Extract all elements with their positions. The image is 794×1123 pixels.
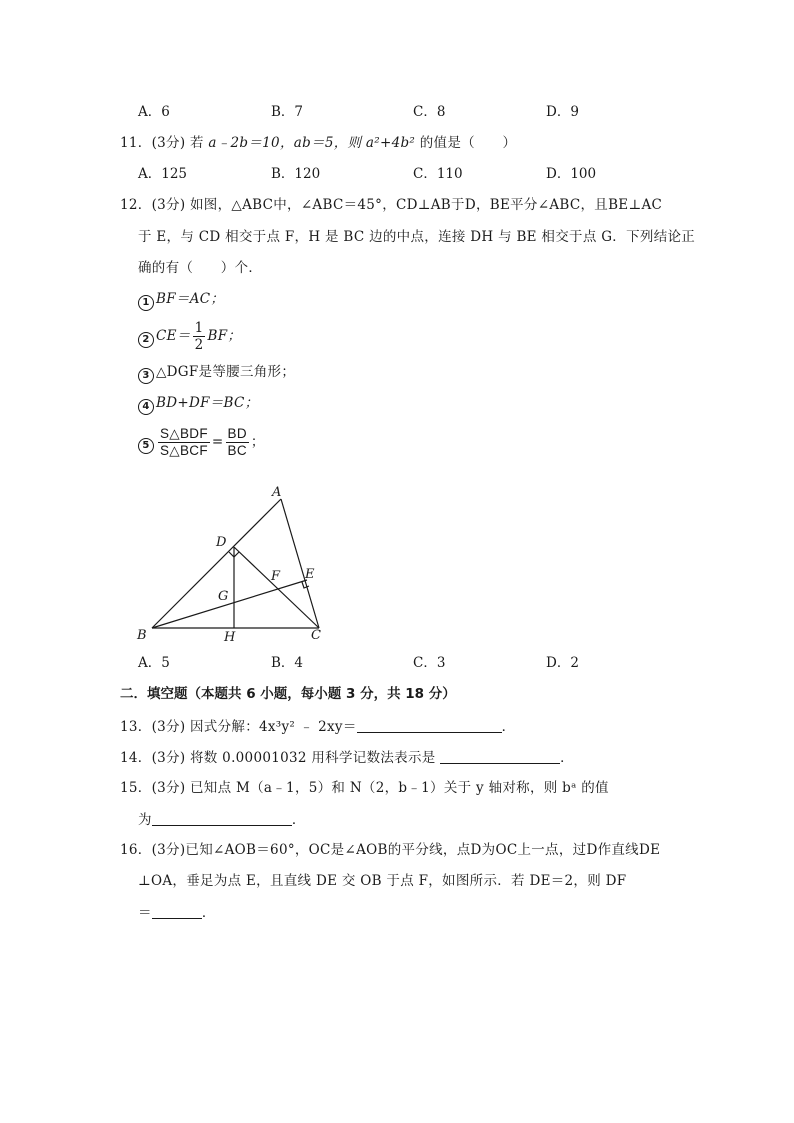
q13-answer-blank[interactable] bbox=[357, 720, 502, 733]
label-c: C bbox=[311, 628, 321, 643]
q11-expr: a﹣2b＝10，ab＝5，则 bbox=[208, 135, 362, 151]
q15-answer-blank[interactable] bbox=[152, 813, 292, 826]
q13-text: 13．(3分) 因式分解：4x³y² ﹣ 2xy＝ bbox=[120, 719, 357, 735]
q15-line-1: 15．(3分) 已知点 M（a﹣1，5）和 N（2，b﹣1）关于 y 轴对称，则 bᵃ 的值 bbox=[120, 780, 609, 796]
q10-option-a[interactable]: A．6 bbox=[138, 104, 170, 120]
q10-option-d[interactable]: D．9 bbox=[546, 104, 579, 120]
q11-prefix: 11．(3分) 若 bbox=[120, 135, 204, 151]
circled-number-3: 3 bbox=[138, 368, 154, 384]
q15-line-2-pre: 为 bbox=[138, 812, 152, 828]
q11-question bbox=[120, 137, 516, 151]
q13-question bbox=[120, 720, 515, 735]
label-b: B bbox=[137, 628, 147, 643]
q11-option-b[interactable]: B．120 bbox=[271, 166, 321, 182]
q12-statement-3 bbox=[138, 366, 295, 384]
q13-end: ． bbox=[501, 719, 516, 735]
q12-statement-3-text: △DGF是等腰三角形； bbox=[156, 364, 296, 380]
q16-end: ． bbox=[201, 905, 216, 921]
label-f: F bbox=[271, 569, 281, 584]
q14-text: 14．(3分) 将数 0.00001032 用科学记数法表示是 bbox=[120, 750, 436, 766]
equals-sign: = bbox=[211, 434, 224, 450]
section-2-title: 二．填空题（本题共 6 小题，每小题 3 分，共 18 分） bbox=[120, 686, 456, 702]
q14-question bbox=[120, 751, 574, 766]
segment-ac bbox=[281, 499, 319, 628]
q16-line-1: 16．(3分)已知∠AOB＝60°，OC是∠AOB的平分线，点D为OC上一点，过D作直线DE bbox=[120, 842, 661, 858]
q12-statement-1-text: BF＝AC； bbox=[156, 291, 225, 307]
q11-option-a[interactable]: A．125 bbox=[138, 166, 188, 182]
circled-number-2: 2 bbox=[138, 332, 154, 348]
q14-end: ． bbox=[560, 750, 574, 766]
side-ratio-fraction bbox=[226, 426, 249, 459]
right-angle-mark-d bbox=[229, 552, 239, 557]
q12-option-b[interactable]: B．4 bbox=[271, 655, 304, 671]
q14-answer-blank[interactable] bbox=[440, 751, 560, 764]
right-angle-mark-e bbox=[302, 582, 309, 588]
q15-end: ． bbox=[291, 812, 306, 828]
q11-suffix: 的值是（ ） bbox=[419, 135, 517, 151]
q10-option-c[interactable]: C．8 bbox=[413, 104, 446, 120]
q10-option-b[interactable]: B．7 bbox=[271, 104, 304, 120]
frac-denominator: 2 bbox=[194, 337, 204, 353]
q12-statement-5 bbox=[138, 426, 265, 459]
q16-line-3-pre: ＝ bbox=[138, 905, 152, 921]
area-ratio-numerator: S△BDF bbox=[160, 426, 208, 441]
q12-statement-4-text: BD+DF＝BC； bbox=[156, 395, 259, 411]
area-ratio-fraction bbox=[158, 426, 210, 459]
circled-number-1: 1 bbox=[138, 295, 154, 311]
area-ratio-denominator: S△BCF bbox=[160, 443, 208, 458]
label-d: D bbox=[216, 535, 227, 550]
q12-statement-2 bbox=[138, 320, 241, 353]
q12-statement-2-post: BF； bbox=[207, 328, 242, 344]
side-ratio-denominator: BC bbox=[227, 443, 247, 458]
q12-option-d[interactable]: D．2 bbox=[546, 655, 579, 671]
frac-numerator: 1 bbox=[194, 320, 204, 336]
q12-statement-4 bbox=[138, 397, 258, 415]
q12-statement-2-pre: CE＝ bbox=[156, 328, 191, 344]
q16-line-2: ⊥OA，垂足为点 E，且直线 DE 交 OB 于点 F，如图所示．若 DE＝2，则 DF bbox=[138, 873, 627, 889]
label-h: H bbox=[224, 630, 236, 645]
q16-answer-blank[interactable] bbox=[152, 906, 202, 919]
label-g: G bbox=[218, 589, 229, 604]
circled-number-4: 4 bbox=[138, 399, 154, 415]
q16-line-3 bbox=[138, 906, 216, 921]
q15-line-2 bbox=[138, 813, 306, 828]
label-a: A bbox=[272, 485, 282, 500]
segment-be bbox=[152, 580, 307, 628]
q12-line-3: 确的有（ ）个． bbox=[138, 260, 263, 276]
q12-statement-1 bbox=[138, 293, 224, 311]
q12-line-2: 于 E，与 CD 相交于点 F，H 是 BC 边的中点，连接 DH 与 BE 相交于点 G．下列结论正 bbox=[138, 229, 696, 245]
q12-option-c[interactable]: C．3 bbox=[413, 655, 446, 671]
q12-option-a[interactable]: A．5 bbox=[138, 655, 170, 671]
statement-5-end: ； bbox=[250, 434, 265, 450]
q11-option-d[interactable]: D．100 bbox=[546, 166, 597, 182]
side-ratio-numerator: BD bbox=[227, 426, 247, 441]
segment-dc bbox=[234, 547, 319, 628]
fraction-one-half bbox=[193, 320, 206, 353]
circled-number-5: 5 bbox=[138, 438, 154, 454]
q11-option-c[interactable]: C．110 bbox=[413, 166, 463, 182]
label-e: E bbox=[305, 567, 315, 582]
q11-expr2: a²+4b² bbox=[365, 135, 416, 151]
segment-ab bbox=[152, 499, 281, 628]
q12-line-1: 12．(3分) 如图，△ABC中，∠ABC＝45°，CD⊥AB于D，BE平分∠ABC，且BE⊥AC bbox=[120, 197, 663, 213]
